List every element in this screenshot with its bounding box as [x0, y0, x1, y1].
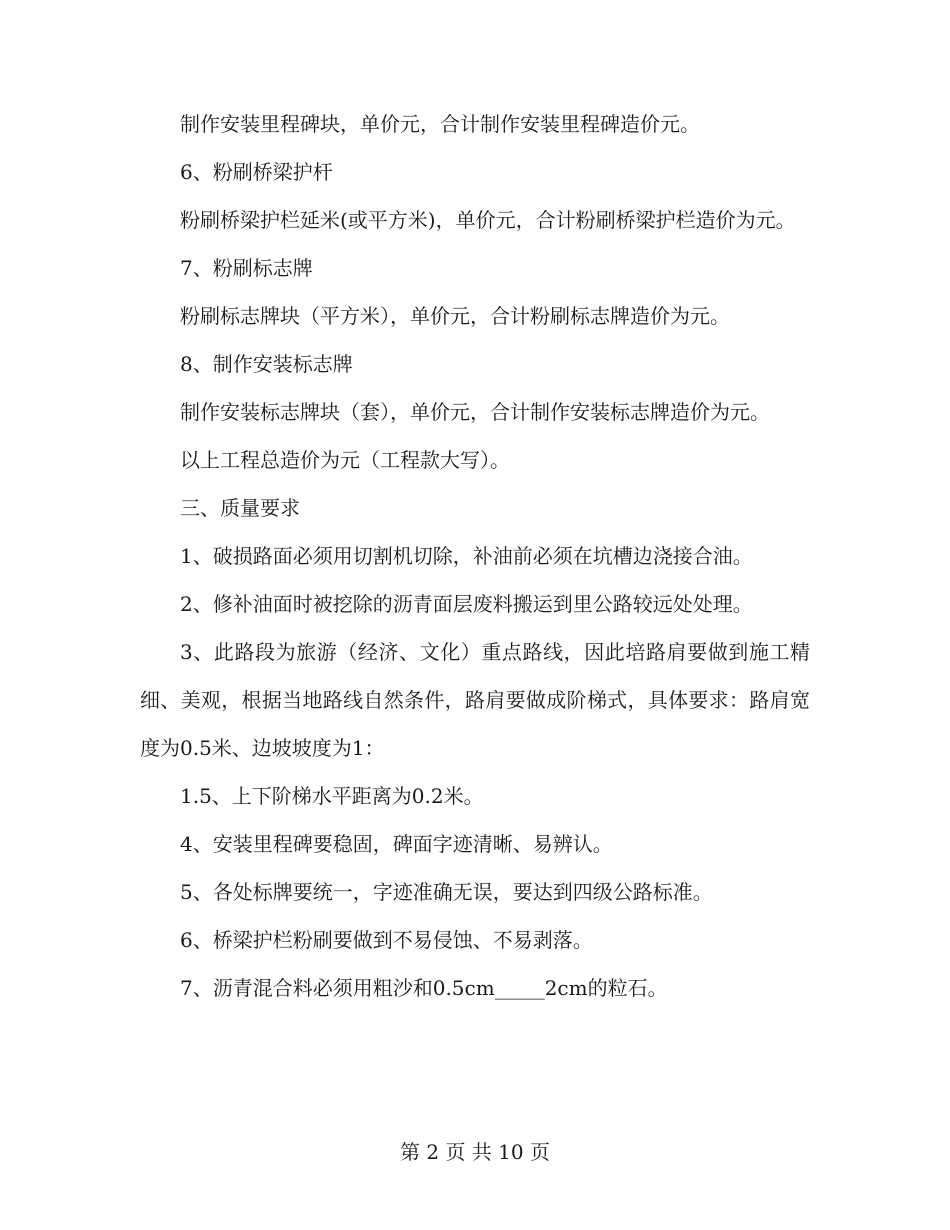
- paragraph: 制作安装里程碑块，单价元，合计制作安装里程碑造价元。: [180, 112, 700, 136]
- paragraph: 粉刷标志牌块（平方米），单价元，合计粉刷标志牌造价为元。: [180, 304, 730, 328]
- section-heading: 8、制作安装标志牌: [180, 352, 353, 376]
- section-heading: 三、质量要求: [180, 496, 300, 520]
- paragraph: 以上工程总造价为元（工程款大写）。: [180, 448, 510, 472]
- list-item: 1、破损路面必须用切割机切除，补油前必须在坑槽边浇接合油。: [180, 544, 753, 568]
- paragraph: 制作安装标志牌块（套），单价元，合计制作安装标志牌造价为元。: [180, 400, 770, 424]
- page-number: 第 2 页 共 10 页: [400, 1140, 550, 1164]
- document-body: [140, 100, 810, 1012]
- list-item: 4、安装里程碑要稳固，碑面字迹清晰、易辨认。: [180, 832, 613, 856]
- list-item: 5、各处标牌要统一，字迹准确无误，要达到四级公路标准。: [180, 880, 713, 904]
- paragraph: 粉刷桥梁护栏延米(或平方米)，单价元，合计粉刷桥梁护栏造价为元。: [180, 208, 796, 232]
- list-item: 1.5、上下阶梯水平距离为0.2米。: [180, 784, 484, 808]
- list-item: 3、此路段为旅游（经济、文化）重点路线，因此培路肩要做到施工精细、美观，根据当地路线自然条件，路肩要做成阶梯式，具体要求：路肩宽度为0.5米、边坡坡度为1：: [140, 640, 810, 760]
- list-item: 2、修补油面时被挖除的沥青面层废料搬运到里公路较远处处理。: [180, 592, 753, 616]
- section-heading: 6、粉刷桥梁护杆: [180, 160, 333, 184]
- section-heading: 7、粉刷标志牌: [180, 256, 313, 280]
- list-item: 7、沥青混合料必须用粗沙和0.5cm_____2cm的粒石。: [180, 976, 668, 1000]
- list-item: 6、桥梁护栏粉刷要做到不易侵蚀、不易剥落。: [180, 928, 593, 952]
